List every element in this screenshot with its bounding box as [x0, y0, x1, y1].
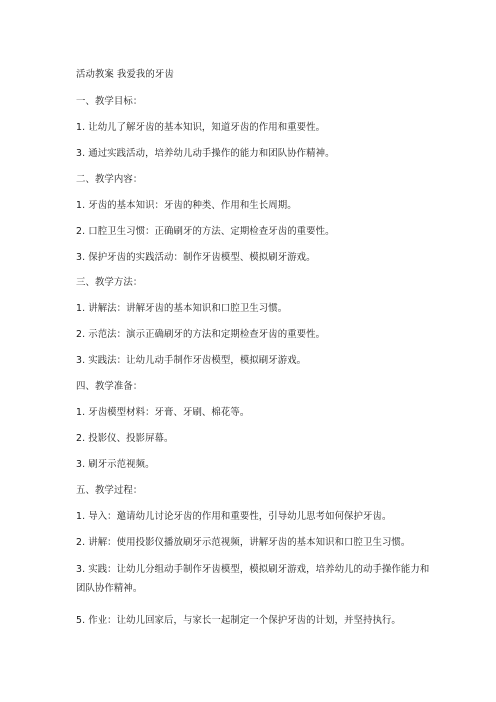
- preparation-item-3: 3. 刷牙示范视频。: [76, 459, 155, 470]
- preparation-item-2: 2. 投影仪、投影屏幕。: [76, 433, 174, 444]
- content-item-2: 2. 口腔卫生习惯：正确刷牙的方法、定期检查牙齿的重要性。: [76, 226, 335, 237]
- objective-item-3: 3. 通过实践活动，培养幼儿动手操作的能力和团队协作精神。: [76, 148, 335, 159]
- section-heading-preparation: 四、教学准备：: [76, 381, 143, 392]
- section-heading-process: 五、教学过程：: [76, 485, 143, 496]
- process-item-3: 3. 实践：让幼儿分组动手制作牙齿模型，模拟刷牙游戏，培养幼儿的动手操作能力和团队协作精神。: [76, 564, 430, 594]
- method-item-1: 1. 讲解法：讲解牙齿的基本知识和口腔卫生习惯。: [76, 303, 288, 314]
- content-item-3: 3. 保护牙齿的实践活动：制作牙齿模型、模拟刷牙游戏。: [76, 252, 316, 263]
- process-item-5: 5. 作业：让幼儿回家后，与家长一起制定一个保护牙齿的计划，并坚持执行。: [76, 615, 401, 626]
- section-heading-content: 二、教学内容：: [76, 174, 143, 185]
- content-item-1: 1. 牙齿的基本知识：牙齿的种类、作用和生长周期。: [76, 200, 297, 211]
- section-heading-methods: 三、教学方法：: [76, 277, 143, 288]
- process-item-1: 1. 导入：邀请幼儿讨论牙齿的作用和重要性，引导幼儿思考如何保护牙齿。: [76, 511, 392, 522]
- document-title: 活动教案 我爱我的牙齿: [76, 69, 174, 80]
- section-heading-objectives: 一、教学目标：: [76, 96, 143, 107]
- objective-item-1: 1. 让幼儿了解牙齿的基本知识，知道牙齿的作用和重要性。: [76, 122, 326, 133]
- method-item-3: 3. 实践法：让幼儿动手制作牙齿模型，模拟刷牙游戏。: [76, 355, 307, 366]
- method-item-2: 2. 示范法：演示正确刷牙的方法和定期检查牙齿的重要性。: [76, 329, 326, 340]
- process-item-2: 2. 讲解：使用投影仪播放刷牙示范视频，讲解牙齿的基本知识和口腔卫生习惯。: [76, 537, 411, 548]
- preparation-item-1: 1. 牙齿模型材料：牙膏、牙刷、棉花等。: [76, 407, 250, 418]
